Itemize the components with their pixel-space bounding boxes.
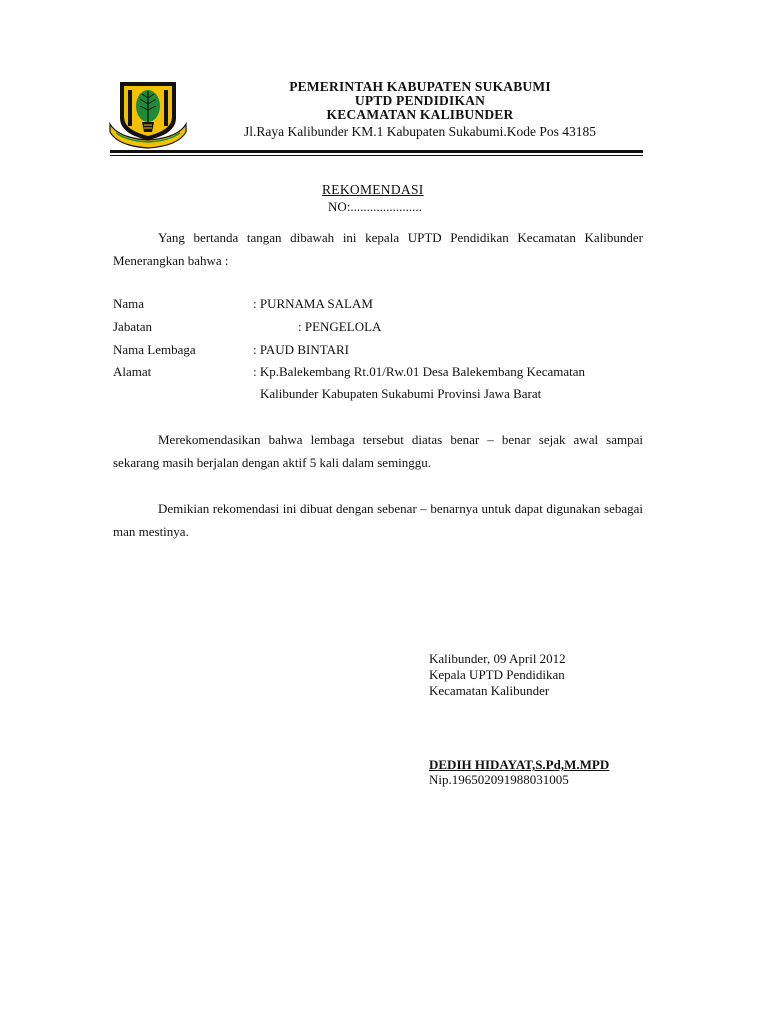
body-paragraph-closing: Demikian rekomendasi ini dibuat dengan sebenar – benarnya untuk dapat digunakan sebagai man mestinya.	[113, 501, 643, 539]
field-value-nama: : PURNAMA SALAM	[253, 296, 373, 311]
signature-place-date: Kalibunder, 09 April 2012	[429, 651, 566, 666]
letterhead-agency: UPTD PENDIDIKAN	[354, 93, 486, 108]
signatory-name: DEDIH HIDAYAT,S.Pd,M.MPD	[429, 757, 610, 772]
letterhead-government: PEMERINTAH KABUPATEN SUKABUMI	[289, 79, 551, 94]
regency-emblem-icon	[108, 78, 188, 150]
body-paragraph-recommendation: Merekomendasikan bahwa lembaga tersebut diatas benar – benar sejak awal sampai sekarang masih berjalan dengan aktif 5 kali dalam seminggu.	[113, 432, 643, 470]
document-number: NO:......................	[328, 199, 422, 214]
field-label-alamat: Alamat	[113, 364, 152, 379]
field-label-nama: Nama	[113, 296, 145, 311]
signature-position-line2: Kecamatan Kalibunder	[429, 683, 550, 698]
letterhead-divider-thin	[110, 155, 643, 156]
field-label-nama-lembaga: Nama Lembaga	[113, 342, 196, 357]
letterhead	[200, 80, 640, 140]
letterhead-divider-thick	[110, 150, 643, 153]
signatory-nip: Nip.196502091988031005	[429, 772, 569, 787]
letterhead-district: KECAMATAN KALIBUNDER	[326, 107, 514, 122]
field-value-jabatan: : PENGELOLA	[298, 319, 382, 334]
signature-position-line1: Kepala UPTD Pendidikan	[429, 667, 565, 682]
letterhead-address: Jl.Raya Kalibunder KM.1 Kabupaten Sukabumi.Kode Pos 43185	[243, 124, 597, 139]
field-value-nama-lembaga: : PAUD BINTARI	[253, 342, 349, 357]
intro-paragraph: Yang bertanda tangan dibawah ini kepala UPTD Pendidikan Kecamatan Kalibunder Menerangkan bahwa :	[113, 230, 643, 268]
document-title: REKOMENDASI	[322, 182, 424, 197]
field-value-alamat-line2: Kalibunder Kabupaten Sukabumi Provinsi Jawa Barat	[260, 386, 542, 401]
field-value-alamat: : Kp.Balekembang Rt.01/Rw.01 Desa Balekembang Kecamatan	[253, 364, 586, 379]
field-label-jabatan: Jabatan	[113, 319, 152, 334]
